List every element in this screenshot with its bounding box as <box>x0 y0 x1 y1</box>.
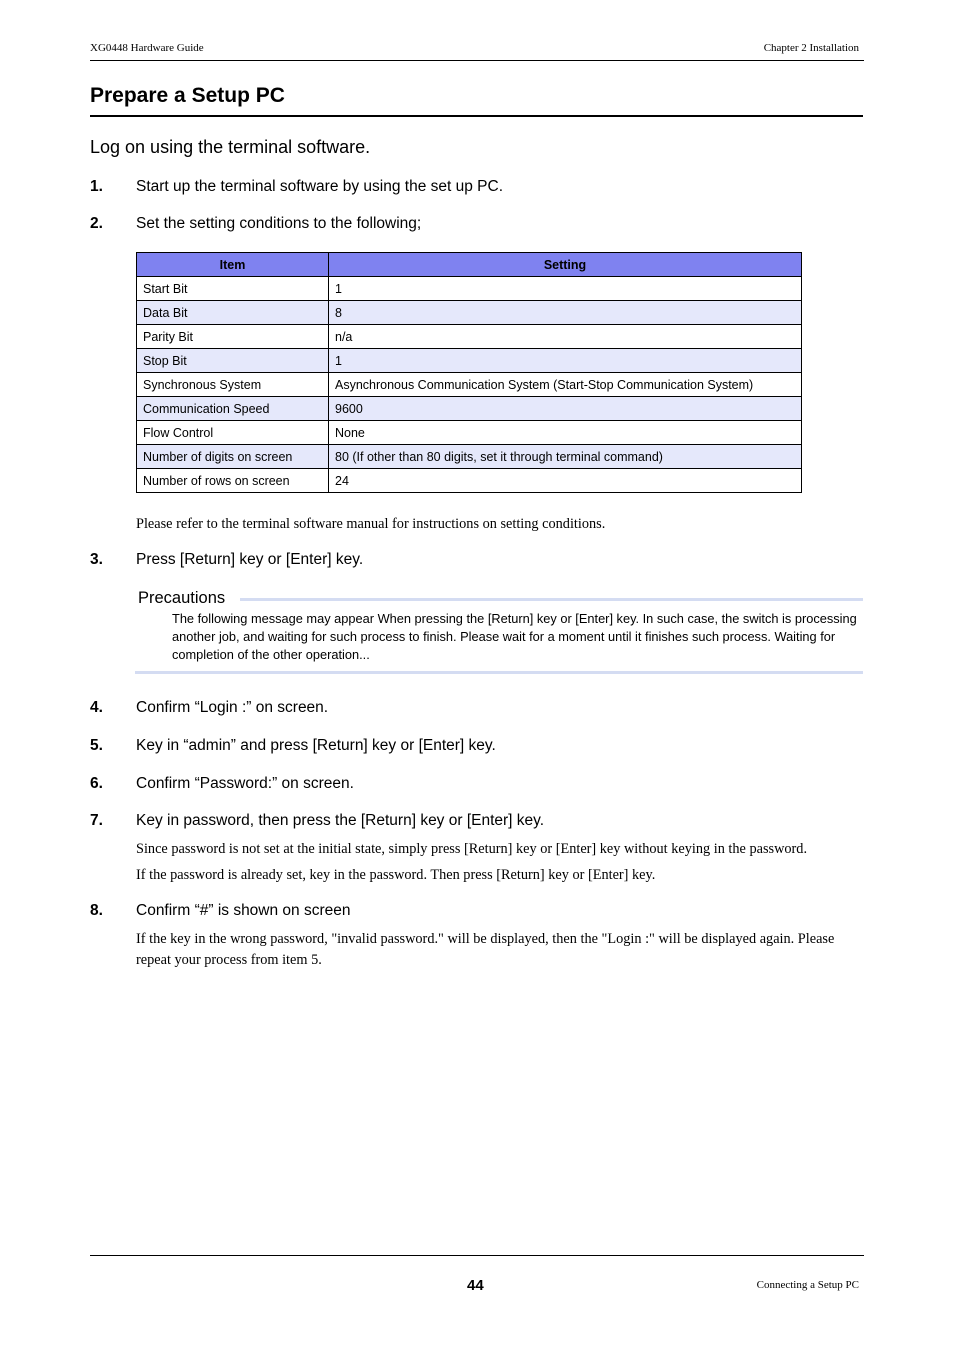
step-number-4: 4. <box>90 699 103 716</box>
step-number-5: 5. <box>90 737 103 754</box>
step-number-8: 8. <box>90 902 103 919</box>
table-cell-setting: 24 <box>329 469 802 493</box>
table-cell-item: Flow Control <box>137 421 329 445</box>
step-text-8: Confirm “#” is shown on screen <box>136 902 351 919</box>
table-row <box>137 469 802 493</box>
table-cell-item: Communication Speed <box>137 397 329 421</box>
table-row <box>137 421 802 445</box>
table-cell-setting: 80 (If other than 80 digits, set it through terminal command) <box>329 445 802 469</box>
step-number-3: 3. <box>90 551 103 568</box>
table-cell-item: Number of rows on screen <box>137 469 329 493</box>
table-cell-setting: n/a <box>329 325 802 349</box>
precautions-body: The following message may appear When pressing the [Return] key or [Enter] key. In such case, the switch is processing another job, and waiting for such process to finish. Please wait for a moment until it finishes such process. Waiting for completion of the other operation... <box>172 611 857 662</box>
section-lead: Log on using the terminal software. <box>90 137 371 157</box>
table-cell-item: Start Bit <box>137 277 329 301</box>
title-divider <box>90 115 863 117</box>
step7-note-b: If the password is already set, key in the password. Then press [Return] key or [Enter] key. <box>136 867 656 883</box>
step-text-7: Key in password, then press the [Return] key or [Enter] key. <box>136 812 545 829</box>
table-cell-item: Data Bit <box>137 301 329 325</box>
step-number-2: 2. <box>90 215 103 232</box>
table-cell-setting: 1 <box>329 277 802 301</box>
table-row <box>137 445 802 469</box>
table-row <box>137 277 802 301</box>
step-text-3: Press [Return] key or [Enter] key. <box>136 551 364 568</box>
precautions-bottom-rule <box>135 671 863 674</box>
table-cell-setting: Asynchronous Communication System (Start-Stop Communication System) <box>329 373 802 397</box>
settings-table <box>136 252 802 493</box>
table-cell-item: Stop Bit <box>137 349 329 373</box>
step-text-2: Set the setting conditions to the following; <box>136 215 422 232</box>
step-text-5: Key in “admin” and press [Return] key or [Enter] key. <box>136 737 496 754</box>
table-cell-setting: 1 <box>329 349 802 373</box>
table-row <box>137 325 802 349</box>
precautions-top-rule <box>240 598 863 601</box>
footer-section: Connecting a Setup PC <box>756 1279 859 1291</box>
page-number: 44 <box>467 1277 484 1294</box>
table-header-setting: Setting <box>329 253 802 277</box>
header-chapter: Chapter 2 Installation <box>763 42 859 54</box>
footer-divider <box>90 1255 864 1256</box>
table-cell-setting: None <box>329 421 802 445</box>
page-title: Prepare a Setup PC <box>90 84 285 107</box>
table-header-item: Item <box>137 253 329 277</box>
table-cell-item: Synchronous System <box>137 373 329 397</box>
table-cell-setting: 8 <box>329 301 802 325</box>
step-text-6: Confirm “Password:” on screen. <box>136 775 354 792</box>
table-cell-item: Number of digits on screen <box>137 445 329 469</box>
step-number-1: 1. <box>90 178 103 195</box>
step8-note: If the key in the wrong password, "invalid password." will be displayed, then the "Login :" will be displayed again. Please repeat your process from item 5. <box>136 931 835 968</box>
table-note: Please refer to the terminal software manual for instructions on setting conditions. <box>136 516 606 532</box>
header-doc-title: XG0448 Hardware Guide <box>90 42 204 54</box>
step-text-4: Confirm “Login :” on screen. <box>136 699 329 716</box>
header-divider <box>90 60 864 61</box>
table-cell-setting: 9600 <box>329 397 802 421</box>
table-header-row <box>137 253 802 277</box>
precautions-title: Precautions <box>138 589 226 607</box>
step7-note-a: Since password is not set at the initial state, simply press [Return] key or [Enter] key without keying in the password. <box>136 841 808 857</box>
table-row <box>137 373 802 397</box>
step-number-6: 6. <box>90 775 103 792</box>
step-number-7: 7. <box>90 812 103 829</box>
table-row <box>137 397 802 421</box>
table-row <box>137 349 802 373</box>
table-cell-item: Parity Bit <box>137 325 329 349</box>
table-row <box>137 301 802 325</box>
step-text-1: Start up the terminal software by using the set up PC. <box>136 178 504 195</box>
